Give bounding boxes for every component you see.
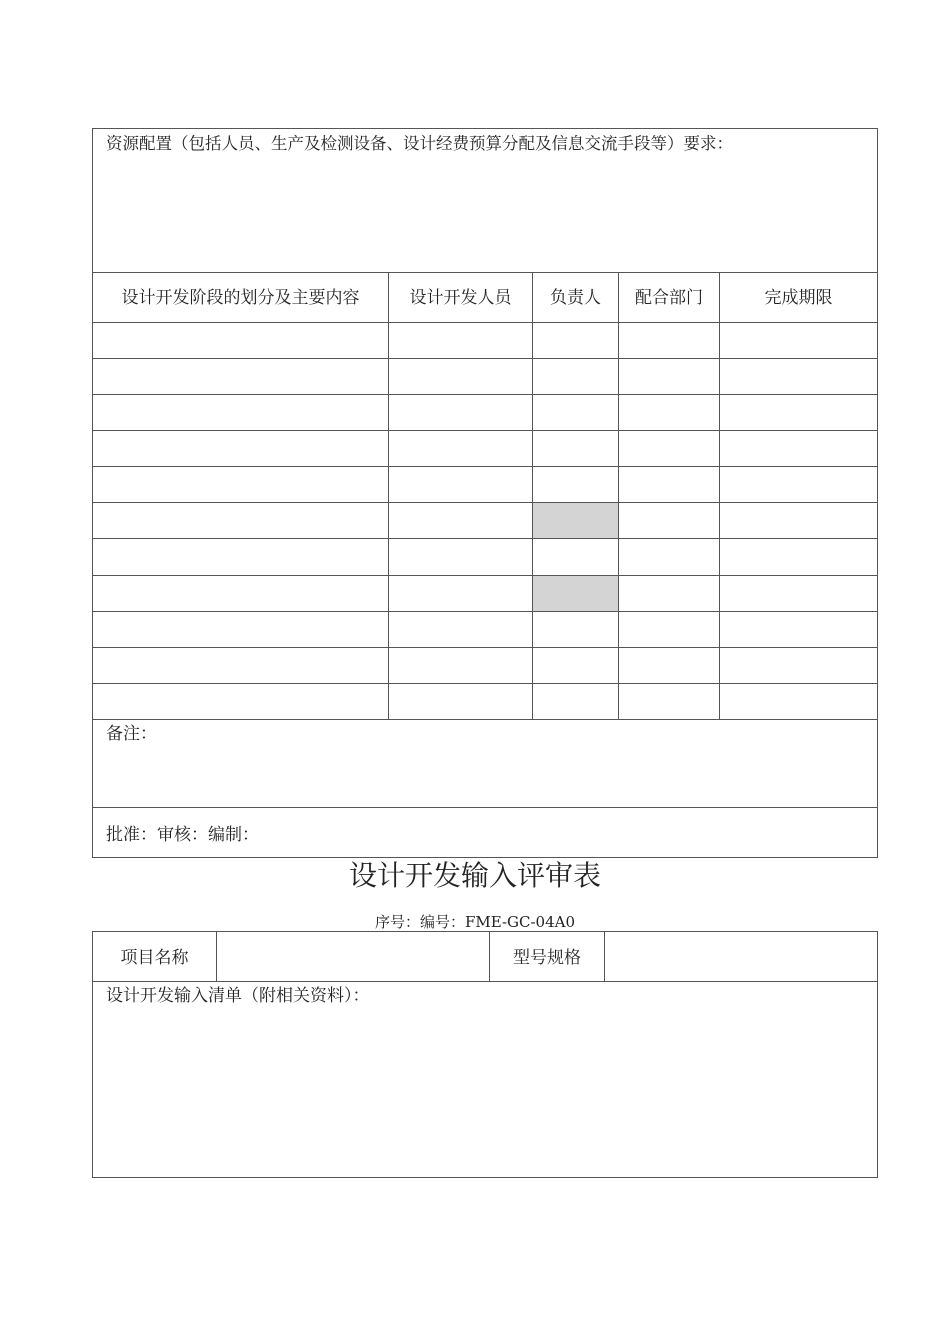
col-header-deadline: 完成期限	[764, 288, 833, 308]
col-header-cooperating-dept: 配合部门	[635, 288, 703, 308]
signatures-label: 批准：审核：编制：	[106, 825, 259, 845]
row-divider	[92, 683, 878, 684]
col-divider	[216, 931, 217, 981]
col-divider	[388, 272, 389, 719]
project-name-label: 项目名称	[120, 948, 189, 968]
row-divider	[92, 611, 878, 612]
col-header-owner: 负责人	[550, 288, 601, 308]
row-divider	[92, 466, 878, 467]
col-divider	[618, 272, 619, 719]
row-divider	[92, 719, 878, 720]
row-divider	[92, 358, 878, 359]
col-header-stage-content: 设计开发阶段的划分及主要内容	[121, 288, 360, 308]
resources-label: 资源配置（包括人员、生产及检测设备、设计经费预算分配及信息交流手段等）要求：	[106, 134, 733, 153]
col-divider	[532, 272, 533, 719]
row-divider	[92, 430, 878, 431]
shaded-cell	[533, 503, 618, 538]
row-divider	[92, 322, 878, 323]
remarks-label: 备注：	[106, 724, 157, 744]
row-divider	[92, 538, 878, 539]
row-divider	[92, 575, 878, 576]
shaded-cell	[533, 576, 618, 611]
row-divider	[92, 394, 878, 395]
col-divider	[604, 931, 605, 981]
col-header-developers: 设计开发人员	[409, 288, 512, 308]
row-divider	[92, 647, 878, 648]
col-divider	[719, 272, 720, 719]
serial-number: 序号：编号：FME-GC-04A0	[374, 913, 576, 931]
review-table	[92, 931, 878, 1178]
row-divider	[92, 981, 878, 982]
model-spec-label: 型号规格	[513, 948, 581, 968]
row-divider	[92, 272, 878, 273]
plan-table	[92, 128, 878, 858]
form-title: 设计开发输入评审表	[348, 859, 601, 892]
row-divider	[92, 502, 878, 503]
row-divider	[92, 807, 878, 808]
input-list-label: 设计开发输入清单（附相关资料）：	[106, 986, 370, 1006]
